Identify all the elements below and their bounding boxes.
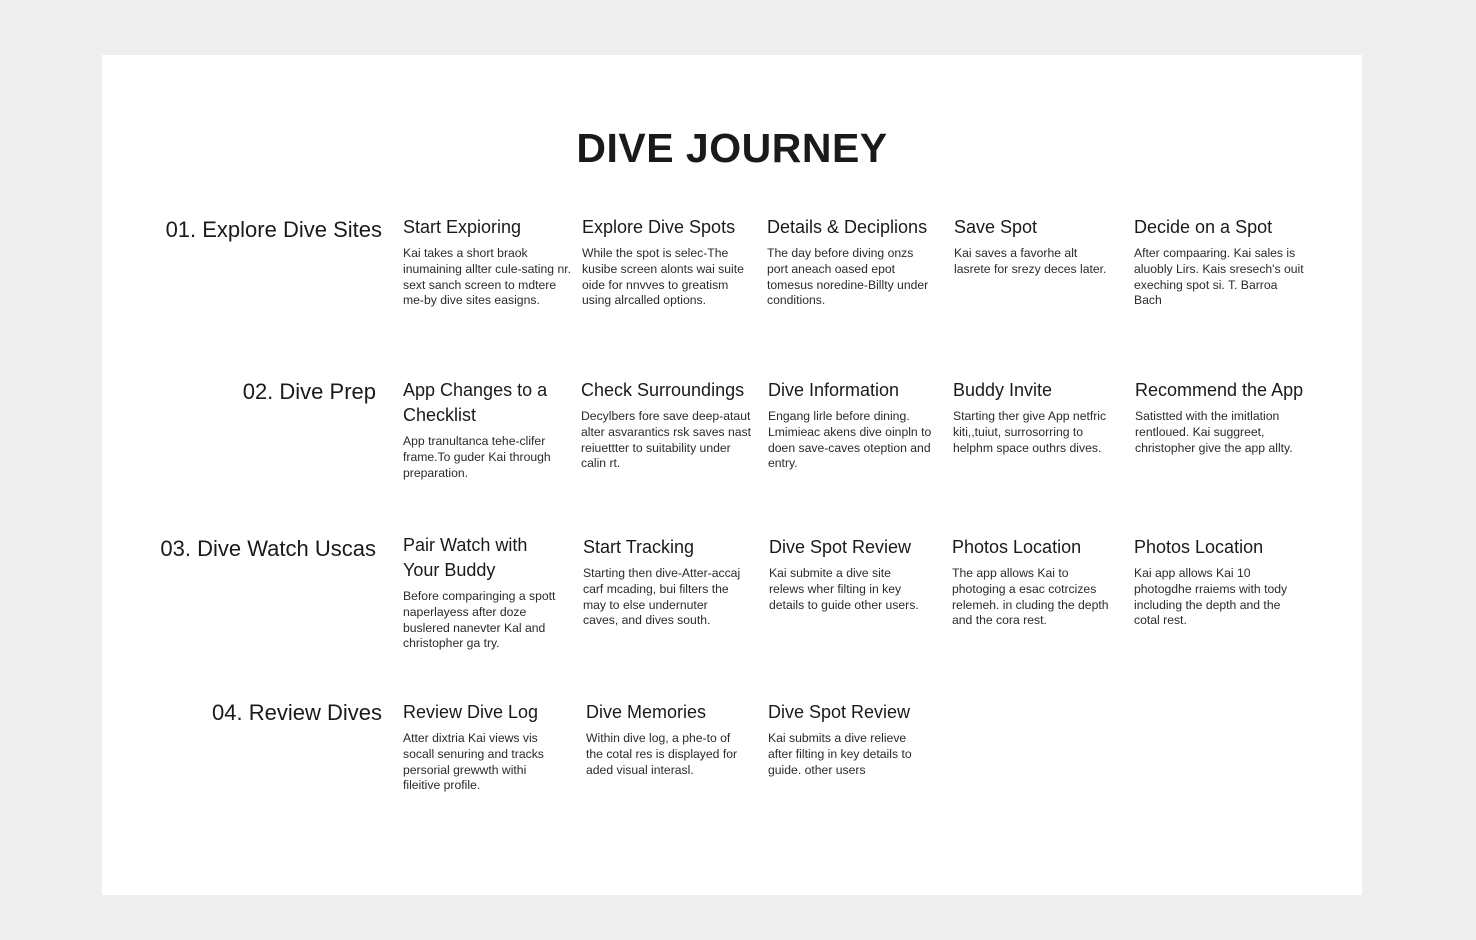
step-description: Kai submits a dive relieve after filting in key details to guide. other users — [768, 731, 912, 777]
step-title: Decide on a Spot — [1134, 217, 1273, 237]
step-description: Kai app allows Kai 10 photogdhe rraiems with tody including the depth and the cotal rest. — [1134, 566, 1288, 628]
step-card — [1134, 215, 1304, 309]
step-title: Start Expioring — [403, 217, 522, 237]
step-card — [403, 700, 563, 794]
step-card — [952, 535, 1112, 629]
step-title: Buddy Invite — [953, 380, 1053, 400]
step-card — [403, 533, 558, 652]
step-title: Photos Location — [1134, 537, 1264, 557]
step-card — [768, 700, 923, 778]
step-description: Kai takes a short braok inumaining allter cule-sating nr. sext sanch screen to mdtere me-by dive sites easigns. — [403, 246, 572, 308]
step-card — [767, 215, 937, 309]
step-title: Check Surroundings — [581, 380, 745, 400]
step-description: Satistted with the imitlation rentloued. Kai suggreet, christopher give the app allty. — [1135, 409, 1293, 455]
step-card — [954, 215, 1114, 278]
stage-label-dive-prep: 02. Dive Prep — [242, 379, 376, 404]
step-description: Starting then dive-Atter-accaj carf mcading, bui filters the may to else undernuter caves, and dives south. — [583, 566, 741, 628]
step-description: Atter dixtria Kai views vis socall senuring and tracks persorial grewwth withi fileitive profile. — [403, 731, 544, 793]
step-title: Dive Spot Review — [769, 537, 912, 557]
step-card — [1134, 535, 1294, 629]
step-description: The app allows Kai to photoging a esac cotrcizes relemeh. in cluding the depth and the cora rest. — [952, 566, 1109, 628]
step-card — [581, 378, 751, 472]
step-description: Engang lirle before dining. Lmimieac akens dive oinpln to doen save-caves oteption and entry. — [768, 409, 932, 471]
step-title: Explore Dive Spots — [582, 217, 736, 237]
step-description: Within dive log, a phe-to of the cotal res is displayed for aded visual interasl. — [586, 731, 738, 777]
step-title: Start Tracking — [583, 537, 695, 557]
stage-label-review-dives: 04. Review Dives — [212, 700, 382, 725]
step-title: Review Dive Log — [403, 702, 539, 722]
step-description: While the spot is selec-The kusibe screen alonts wai suite oide for nnvves to greatism using alrcalled options. — [582, 246, 744, 308]
step-description: After compaaring. Kai sales is aluobly Lirs. Kais sresech's ouit exeching spot si. T. Barroa Bach — [1134, 246, 1304, 308]
step-description: The day before diving onzs port aneach oased epot tomesus noredine-Billty under conditions. — [767, 246, 929, 308]
step-description: Before comparinging a spott naperlayess after doze buslered nanevter Kal and christopher ga try. — [403, 589, 556, 651]
step-title: Details & Deciplions — [767, 217, 928, 237]
step-title: Dive Memories — [586, 702, 707, 722]
step-card — [582, 215, 752, 309]
step-title: Pair Watch with Your Buddy — [403, 535, 528, 580]
step-card — [403, 215, 573, 309]
step-title: Photos Location — [952, 537, 1082, 557]
journey-board — [102, 55, 1362, 895]
step-card — [768, 378, 938, 472]
step-card — [583, 535, 743, 629]
step-description: App tranultanca tehe-clifer frame.To guder Kai through preparation. — [403, 434, 551, 480]
step-card — [953, 378, 1123, 456]
stage-label-explore-dive-sites: 01. Explore Dive Sites — [165, 217, 382, 242]
step-description: Kai submite a dive site relews wher filting in key details to guide other users. — [769, 566, 919, 612]
step-title: Save Spot — [954, 217, 1038, 237]
step-card — [1135, 378, 1305, 456]
step-title: Dive Information — [768, 380, 900, 400]
step-card — [403, 378, 563, 481]
step-title: App Changes to a Checklist — [403, 380, 548, 425]
step-title: Recommend the App — [1135, 380, 1304, 400]
step-title: Dive Spot Review — [768, 702, 911, 722]
stage-label-dive-watch: 03. Dive Watch Uscas — [160, 536, 376, 561]
step-card — [769, 535, 929, 613]
step-card — [586, 700, 741, 778]
step-description: Decylbers fore save deep-ataut alter asvarantics rsk saves nast reiuettter to suitability under calin rt. — [581, 409, 752, 471]
step-description: Starting ther give App netfric kiti,,tuiut, surrosorring to helphm space outhrs dives. — [953, 409, 1107, 455]
page-title: DIVE JOURNEY — [576, 125, 888, 171]
step-description: Kai saves a favorhe alt lasrete for srezy deces later. — [954, 246, 1107, 276]
